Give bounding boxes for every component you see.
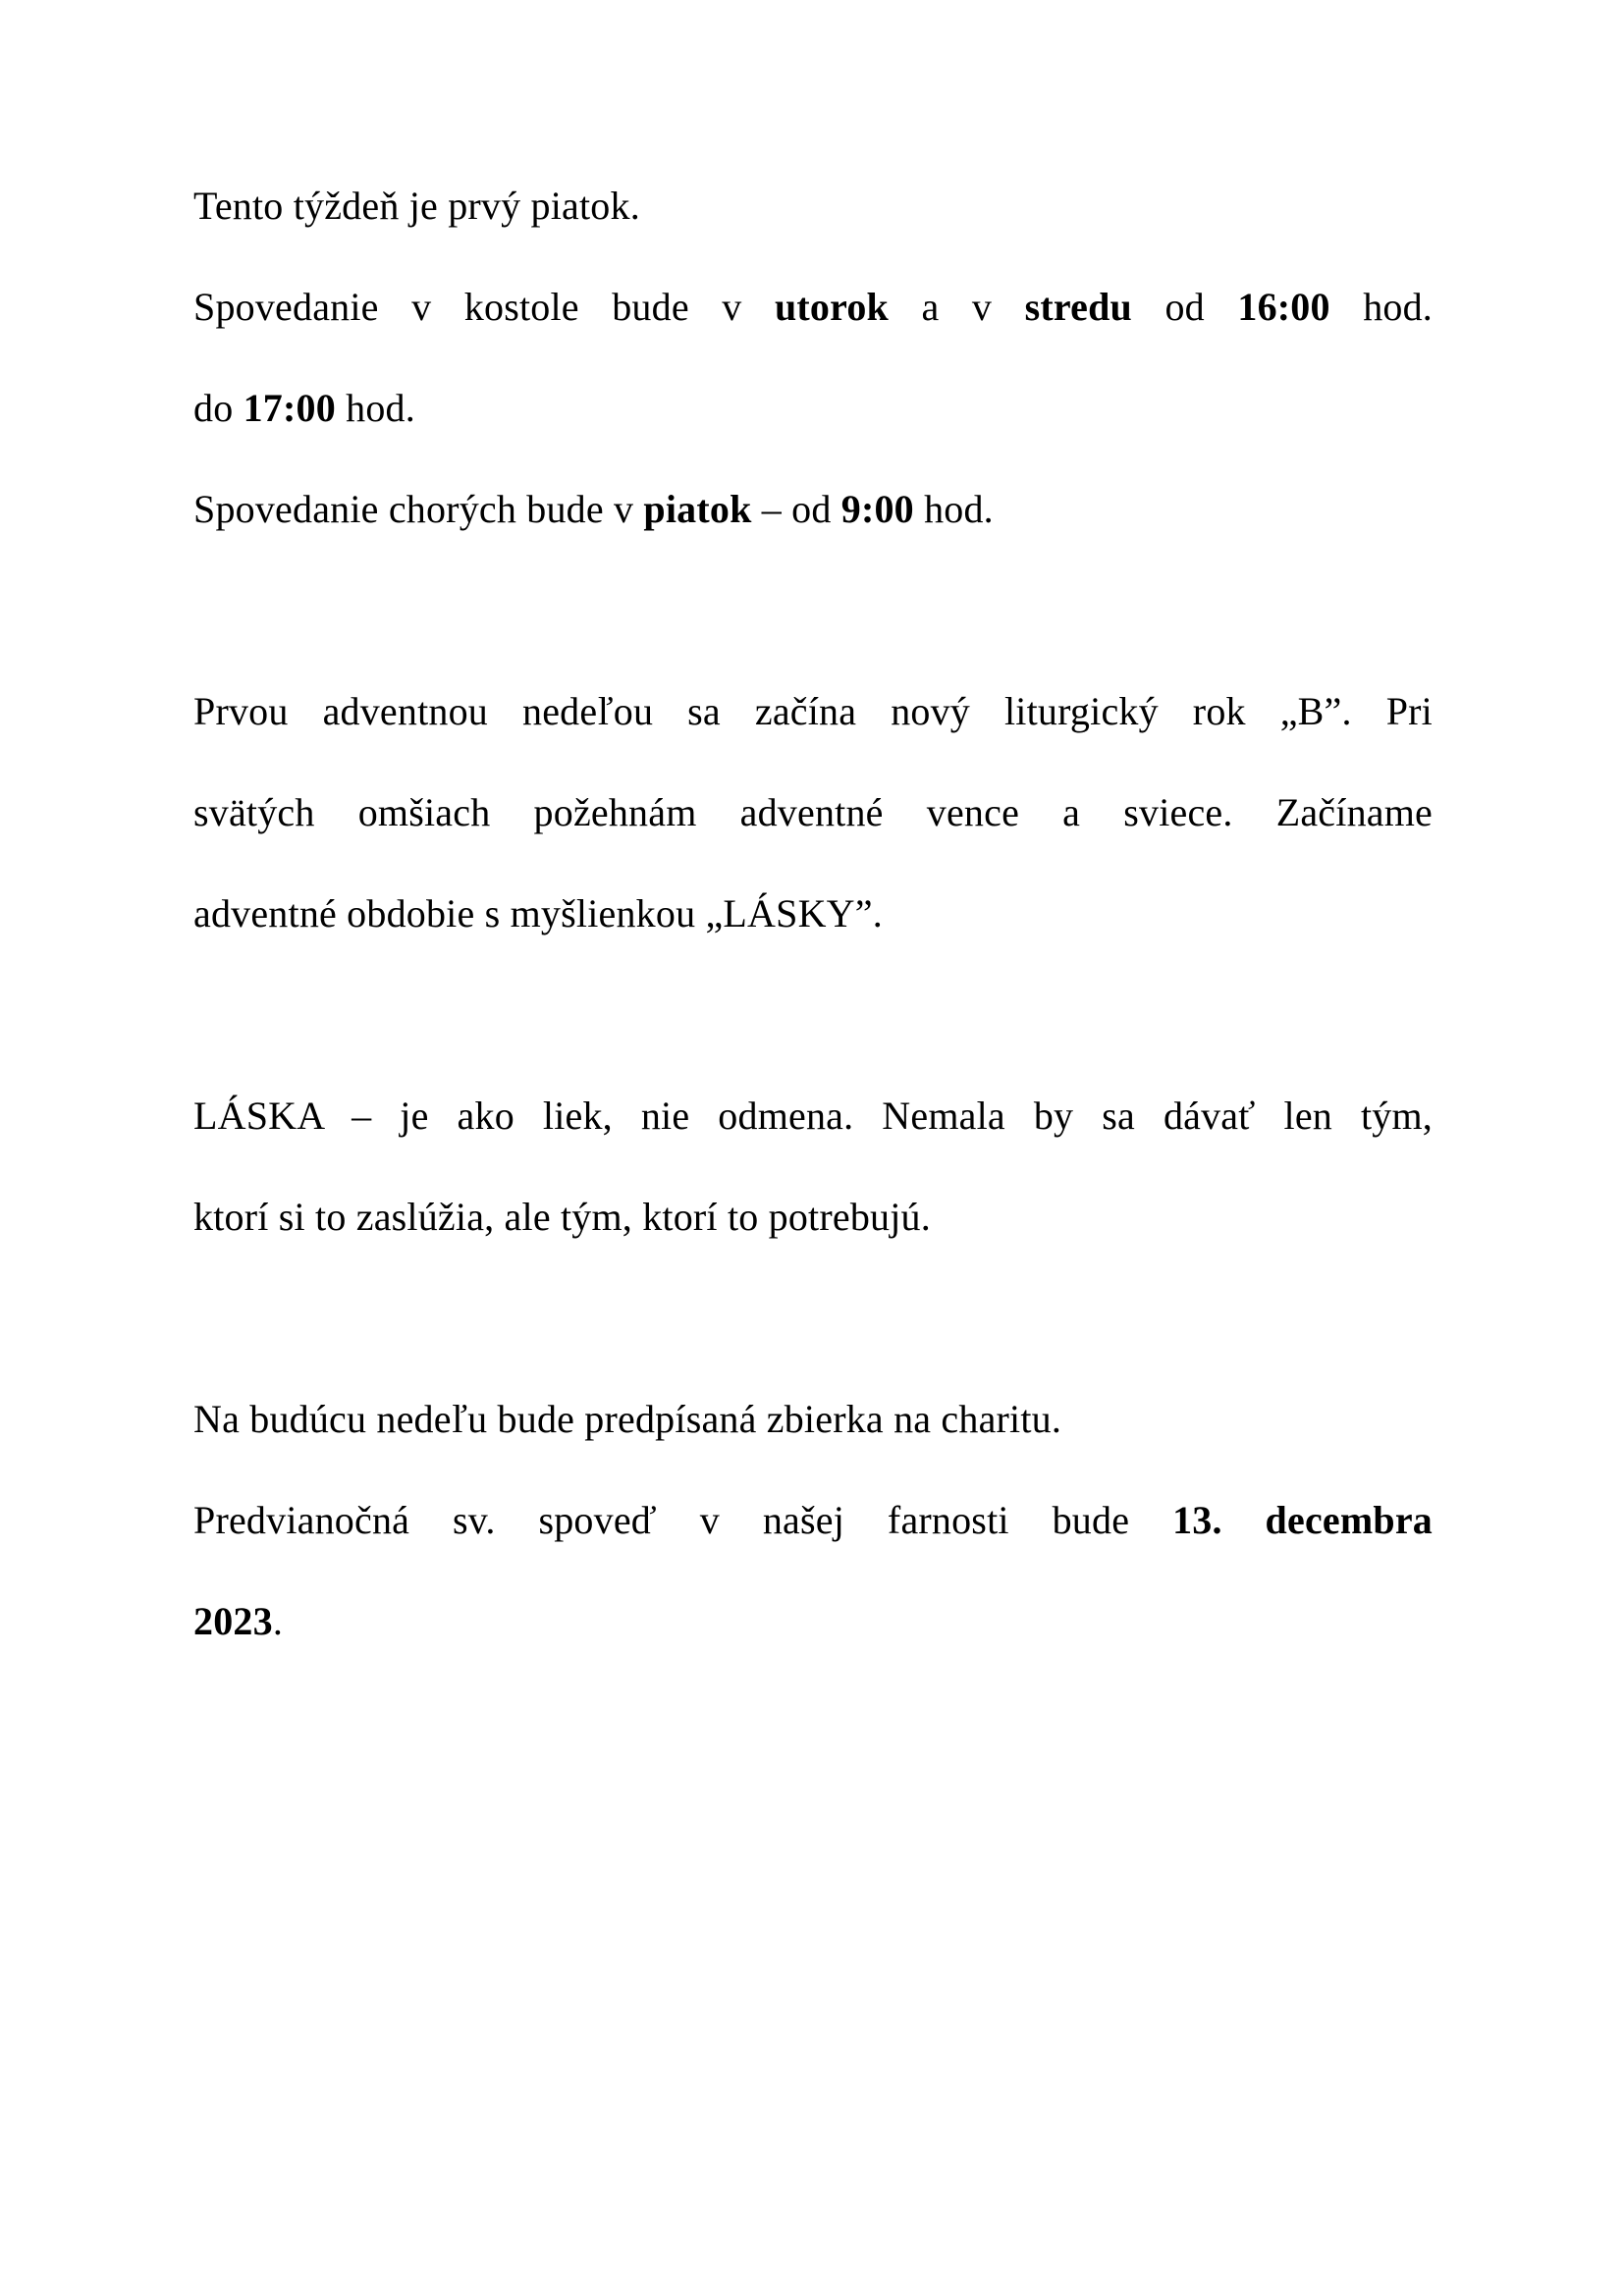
document-body [193,155,1433,1672]
text-run: ktorí si to zaslúžia, ale tým, ktorí to potrebujú. [193,1195,931,1239]
text-run: 16:00 [1237,285,1330,329]
paragraph-line [193,1065,1433,1166]
text-run: adventné obdobie s myšlienkou „LÁSKY”. [193,891,883,935]
text-run: LÁSKA – je ako liek, nie odmena. Nemala by sa dávať len tým, [193,1094,1433,1138]
blank-line [193,964,1433,1065]
paragraph-confession-sick-times [193,458,1433,560]
text-run: 13. decembra [1172,1498,1433,1542]
blank-line [193,560,1433,661]
text-run: do [193,386,244,430]
paragraph-line [193,256,1433,357]
text-run: Predvianočná sv. spoveď v našej farnosti bude [193,1498,1173,1542]
paragraph-line [193,1368,1433,1469]
text-run: a v [889,285,1025,329]
paragraph-spacer-2 [193,964,1433,1065]
text-run: stredu [1024,285,1132,329]
text-run: od [1132,285,1238,329]
text-run: Tento týždeň je prvý piatok. [193,184,640,228]
text-run: Spovedanie chorých bude v [193,487,644,531]
text-run: svätých omšiach požehnám adventné vence a sviece. Začíname [193,790,1433,834]
text-run: Prvou adventnou nedeľou sa začína nový liturgický rok „B”. Pri [193,689,1433,733]
paragraph-confession-church-times [193,256,1433,458]
paragraph-spacer-1 [193,560,1433,661]
paragraph-line [193,458,1433,560]
paragraph-charity-collection-notice [193,1368,1433,1469]
text-run: 17:00 [243,386,336,430]
text-run: hod. [1329,285,1433,329]
text-run: hod. [335,386,415,430]
paragraph-line [193,1571,1433,1672]
paragraph-line [193,1166,1433,1267]
paragraph-line [193,155,1433,256]
text-run: hod. [913,487,994,531]
text-run: Na budúcu nedeľu bude predpísaná zbierka na charitu. [193,1397,1062,1441]
paragraph-pre-christmas-confession-notice [193,1469,1433,1672]
paragraph-first-friday-notice [193,155,1433,256]
paragraph-line [193,661,1433,762]
paragraph-line [193,762,1433,863]
text-run: 2023 [193,1599,273,1643]
paragraph-spacer-3 [193,1267,1433,1368]
paragraph-line [193,1469,1433,1571]
paragraph-line [193,357,1433,458]
text-run: piatok [643,487,752,531]
text-run: Spovedanie v kostole bude v [193,285,775,329]
paragraph-advent-season-notice [193,661,1433,964]
paragraph-line [193,863,1433,964]
text-run: . [272,1599,284,1643]
text-run: 9:00 [840,487,914,531]
blank-line [193,1267,1433,1368]
text-run: – od [751,487,841,531]
paragraph-laska-reflection [193,1065,1433,1267]
text-run: utorok [774,285,889,329]
